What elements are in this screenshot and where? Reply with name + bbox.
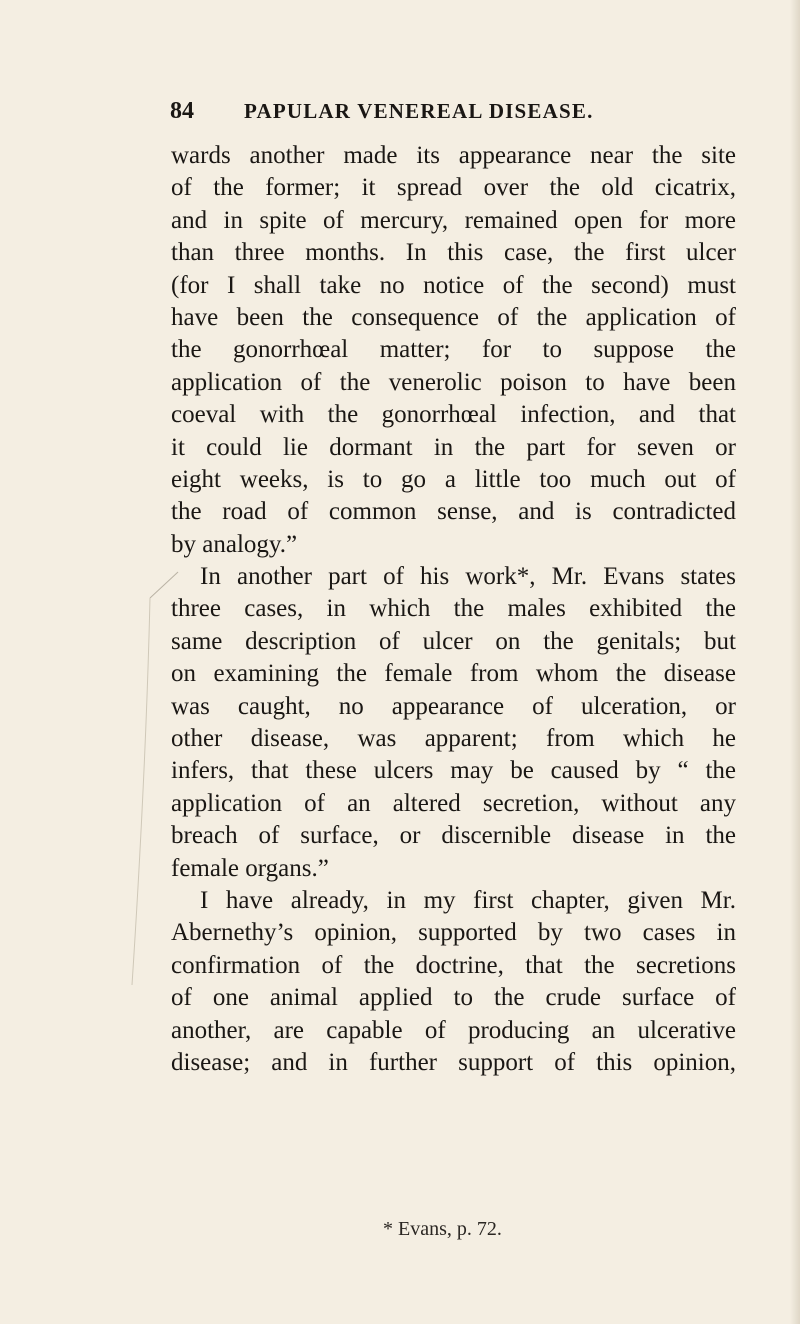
- paragraph-start-line: I have already, in my first chapter, given Mr.: [200, 886, 736, 914]
- text-line: and in spite of mercury, remained open for more: [171, 206, 736, 234]
- text-line: three cases, in which the males exhibited the: [171, 595, 736, 623]
- text-line: eight weeks, is to go a little too much out of: [171, 465, 736, 493]
- text-line: wards another made its appearance near the site: [171, 142, 736, 169]
- text-line: was caught, no appearance of ulceration, or: [171, 692, 736, 720]
- text-line: the gonorrhœal matter; for to suppose the: [171, 336, 736, 364]
- text-line: another, are capable of producing an ulcerative: [171, 1016, 736, 1044]
- text-line: coeval with the gonorrhœal infection, and that: [171, 401, 736, 429]
- text-line: than three months. In this case, the first ulcer: [171, 239, 736, 267]
- running-head: PAPULAR VENEREAL DISEASE.: [244, 99, 594, 123]
- text-line: disease; and in further support of this opinion,: [171, 1048, 736, 1076]
- footnote: * Evans, p. 72.: [383, 1218, 502, 1240]
- page-header: [170, 94, 730, 128]
- text-line: on examining the female from whom the disease: [171, 660, 736, 688]
- paragraph-end-line: by analogy.”: [171, 530, 298, 558]
- text-line: have been the consequence of the application of: [171, 303, 736, 331]
- text-line: (for I shall take no notice of the second) must: [171, 271, 736, 299]
- text-line: other disease, was apparent; from which he: [171, 725, 736, 753]
- text-line: breach of surface, or discernible disease in the: [171, 822, 736, 850]
- text-line: the road of common sense, and is contradicted: [171, 498, 736, 526]
- text-line: same description of ulcer on the genitals; but: [171, 627, 736, 655]
- text-line: Abernethy’s opinion, supported by two cases in: [171, 919, 736, 947]
- text-line: confirmation of the doctrine, that the secretions: [171, 951, 736, 979]
- text-line: it could lie dormant in the part for seven or: [171, 433, 736, 461]
- page-number: 84: [170, 98, 194, 124]
- text-line: infers, that these ulcers may be caused by “ the: [171, 757, 736, 785]
- paragraph-end-line: female organs.”: [171, 854, 329, 882]
- text-line: application of an altered secretion, without any: [171, 789, 736, 817]
- text-line: of one animal applied to the crude surface of: [171, 984, 736, 1012]
- text-line: of the former; it spread over the old cicatrix,: [171, 174, 736, 202]
- text-line: application of the venerolic poison to have been: [171, 368, 736, 396]
- body-text: [171, 140, 736, 1079]
- page-edge-shadow: [790, 0, 800, 1324]
- paragraph-start-line: In another part of his work*, Mr. Evans states: [200, 563, 736, 591]
